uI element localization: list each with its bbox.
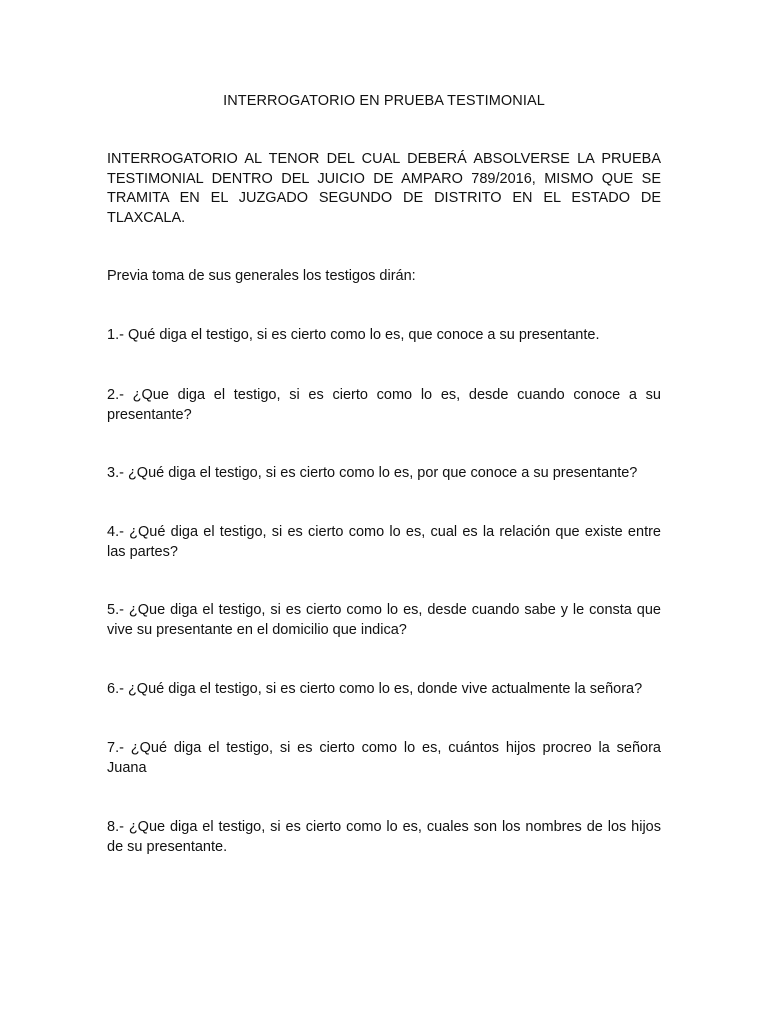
question-1: 1.- Qué diga el testigo, si es cierto como lo es, que conoce a su presentante.	[107, 327, 600, 343]
question-2: 2.- ¿Que diga el testigo, si es cierto como lo es, desde cuando conoce a su presentante?	[107, 387, 661, 423]
preamble-text: Previa toma de sus generales los testigos dirán:	[107, 268, 416, 284]
document-title: INTERROGATORIO EN PRUEBA TESTIMONIAL	[223, 93, 545, 109]
question-5: 5.- ¿Que diga el testigo, si es cierto como lo es, desde cuando sabe y le consta que vive su presentante en el domicilio que indica?	[107, 602, 661, 638]
intro-paragraph: INTERROGATORIO AL TENOR DEL CUAL DEBERÁ ABSOLVERSE LA PRUEBA TESTIMONIAL DENTRO DEL JUICIO DE AMPARO 789/2016, MISMO QUE SE TRAMITA EN EL JUZGADO SEGUNDO DE DISTRITO EN EL ESTADO DE TLAXCALA.	[107, 151, 661, 226]
question-6: 6.- ¿Qué diga el testigo, si es cierto como lo es, donde vive actualmente la señora?	[107, 681, 643, 697]
question-4: 4.- ¿Qué diga el testigo, si es cierto como lo es, cual es la relación que existe entre las partes?	[107, 524, 661, 560]
question-8: 8.- ¿Que diga el testigo, si es cierto como lo es, cuales son los nombres de los hijos de su presentante.	[107, 819, 661, 855]
question-7: 7.- ¿Qué diga el testigo, si es cierto como lo es, cuántos hijos procreo la señora Juana	[107, 740, 661, 776]
question-3: 3.- ¿Qué diga el testigo, si es cierto como lo es, por que conoce a su presentante?	[107, 465, 638, 481]
